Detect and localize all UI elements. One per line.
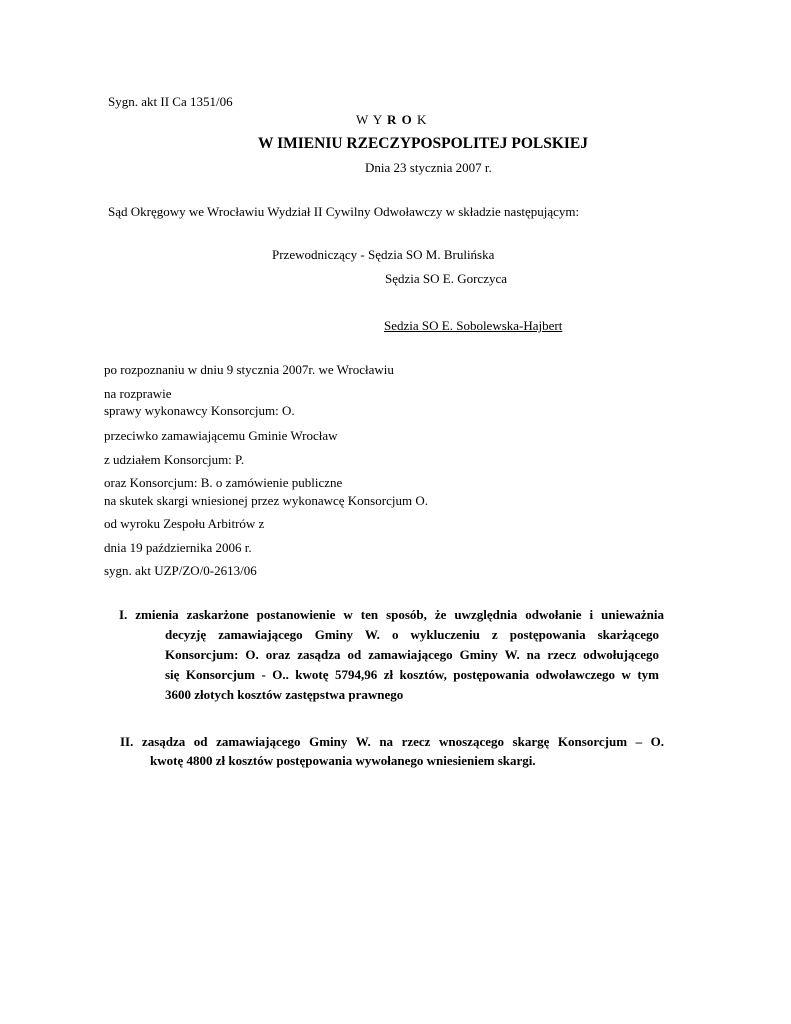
case-line: dnia 19 października 2006 r. bbox=[104, 540, 252, 555]
case-line: oraz Konsorcjum: B. o zamówienie publiczne bbox=[104, 475, 343, 490]
case-line: na rozprawie bbox=[104, 386, 172, 401]
document-title: W IMIENIU RZECZYPOSPOLITEJ POLSKIEJ bbox=[258, 135, 589, 152]
presiding-judge: Przewodniczący - Sędzia SO M. Brulińska bbox=[272, 247, 495, 262]
judgment-letter: Y bbox=[372, 112, 383, 127]
case-line: na skutek skargi wniesionej przez wykonawcę Konsorcjum O. bbox=[104, 493, 428, 508]
case-line: po rozpoznaniu w dniu 9 stycznia 2007r. we Wrocławiu bbox=[104, 362, 394, 377]
case-line: sygn. akt UZP/ZO/0-2613/06 bbox=[104, 563, 257, 578]
ruling-point-1-line: 3600 złotych kosztów zastępstwa prawnego bbox=[165, 687, 404, 702]
court-intro: Sąd Okręgowy we Wrocławiu Wydział II Cywilny Odwoławczy w składzie następującym: bbox=[108, 204, 580, 219]
case-line: z udziałem Konsorcjum: P. bbox=[104, 452, 245, 467]
judgment-letter: O bbox=[401, 112, 413, 127]
ruling-point-1-line: się Konsorcjum - O.. kwotę 5794,96 zł kosztów, postępowania odwoławczego w tym bbox=[165, 667, 659, 682]
case-number: Sygn. akt II Ca 1351/06 bbox=[108, 94, 233, 109]
case-line: od wyroku Zespołu Arbitrów z bbox=[104, 516, 265, 531]
judgment-heading bbox=[356, 112, 427, 128]
judgment-date: Dnia 23 stycznia 2007 r. bbox=[365, 160, 492, 175]
case-line: przeciwko zamawiającemu Gminie Wrocław bbox=[104, 428, 338, 443]
ruling-point-2-line: II. zasądza od zamawiającego Gminy W. na rzecz wnoszącego skargę Konsorcjum – O. bbox=[120, 734, 664, 749]
judge-line: Sedzia SO E. Sobolewska-Hajbert bbox=[384, 318, 563, 333]
judge-line: Sędzia SO E. Gorczyca bbox=[385, 271, 508, 286]
ruling-point-1-line: I. zmienia zaskarżone postanowienie w ten sposób, że uwzględnia odwołanie i unieważnia bbox=[119, 607, 664, 622]
ruling-point-1-line: Konsorcjum: O. oraz zasądza od zamawiającego Gminy W. na rzecz odwołującego bbox=[165, 647, 659, 662]
case-line: sprawy wykonawcy Konsorcjum: O. bbox=[104, 403, 295, 418]
ruling-point-2-line: kwotę 4800 zł kosztów postępowania wywołanego wniesieniem skargi. bbox=[150, 753, 536, 768]
judgment-letter: W bbox=[356, 112, 370, 127]
judgment-letter: R bbox=[386, 112, 398, 127]
ruling-point-1-line: decyzję zamawiającego Gminy W. o wykluczeniu z postępowania skarżącego bbox=[165, 627, 659, 642]
judgment-letter: K bbox=[417, 112, 428, 127]
